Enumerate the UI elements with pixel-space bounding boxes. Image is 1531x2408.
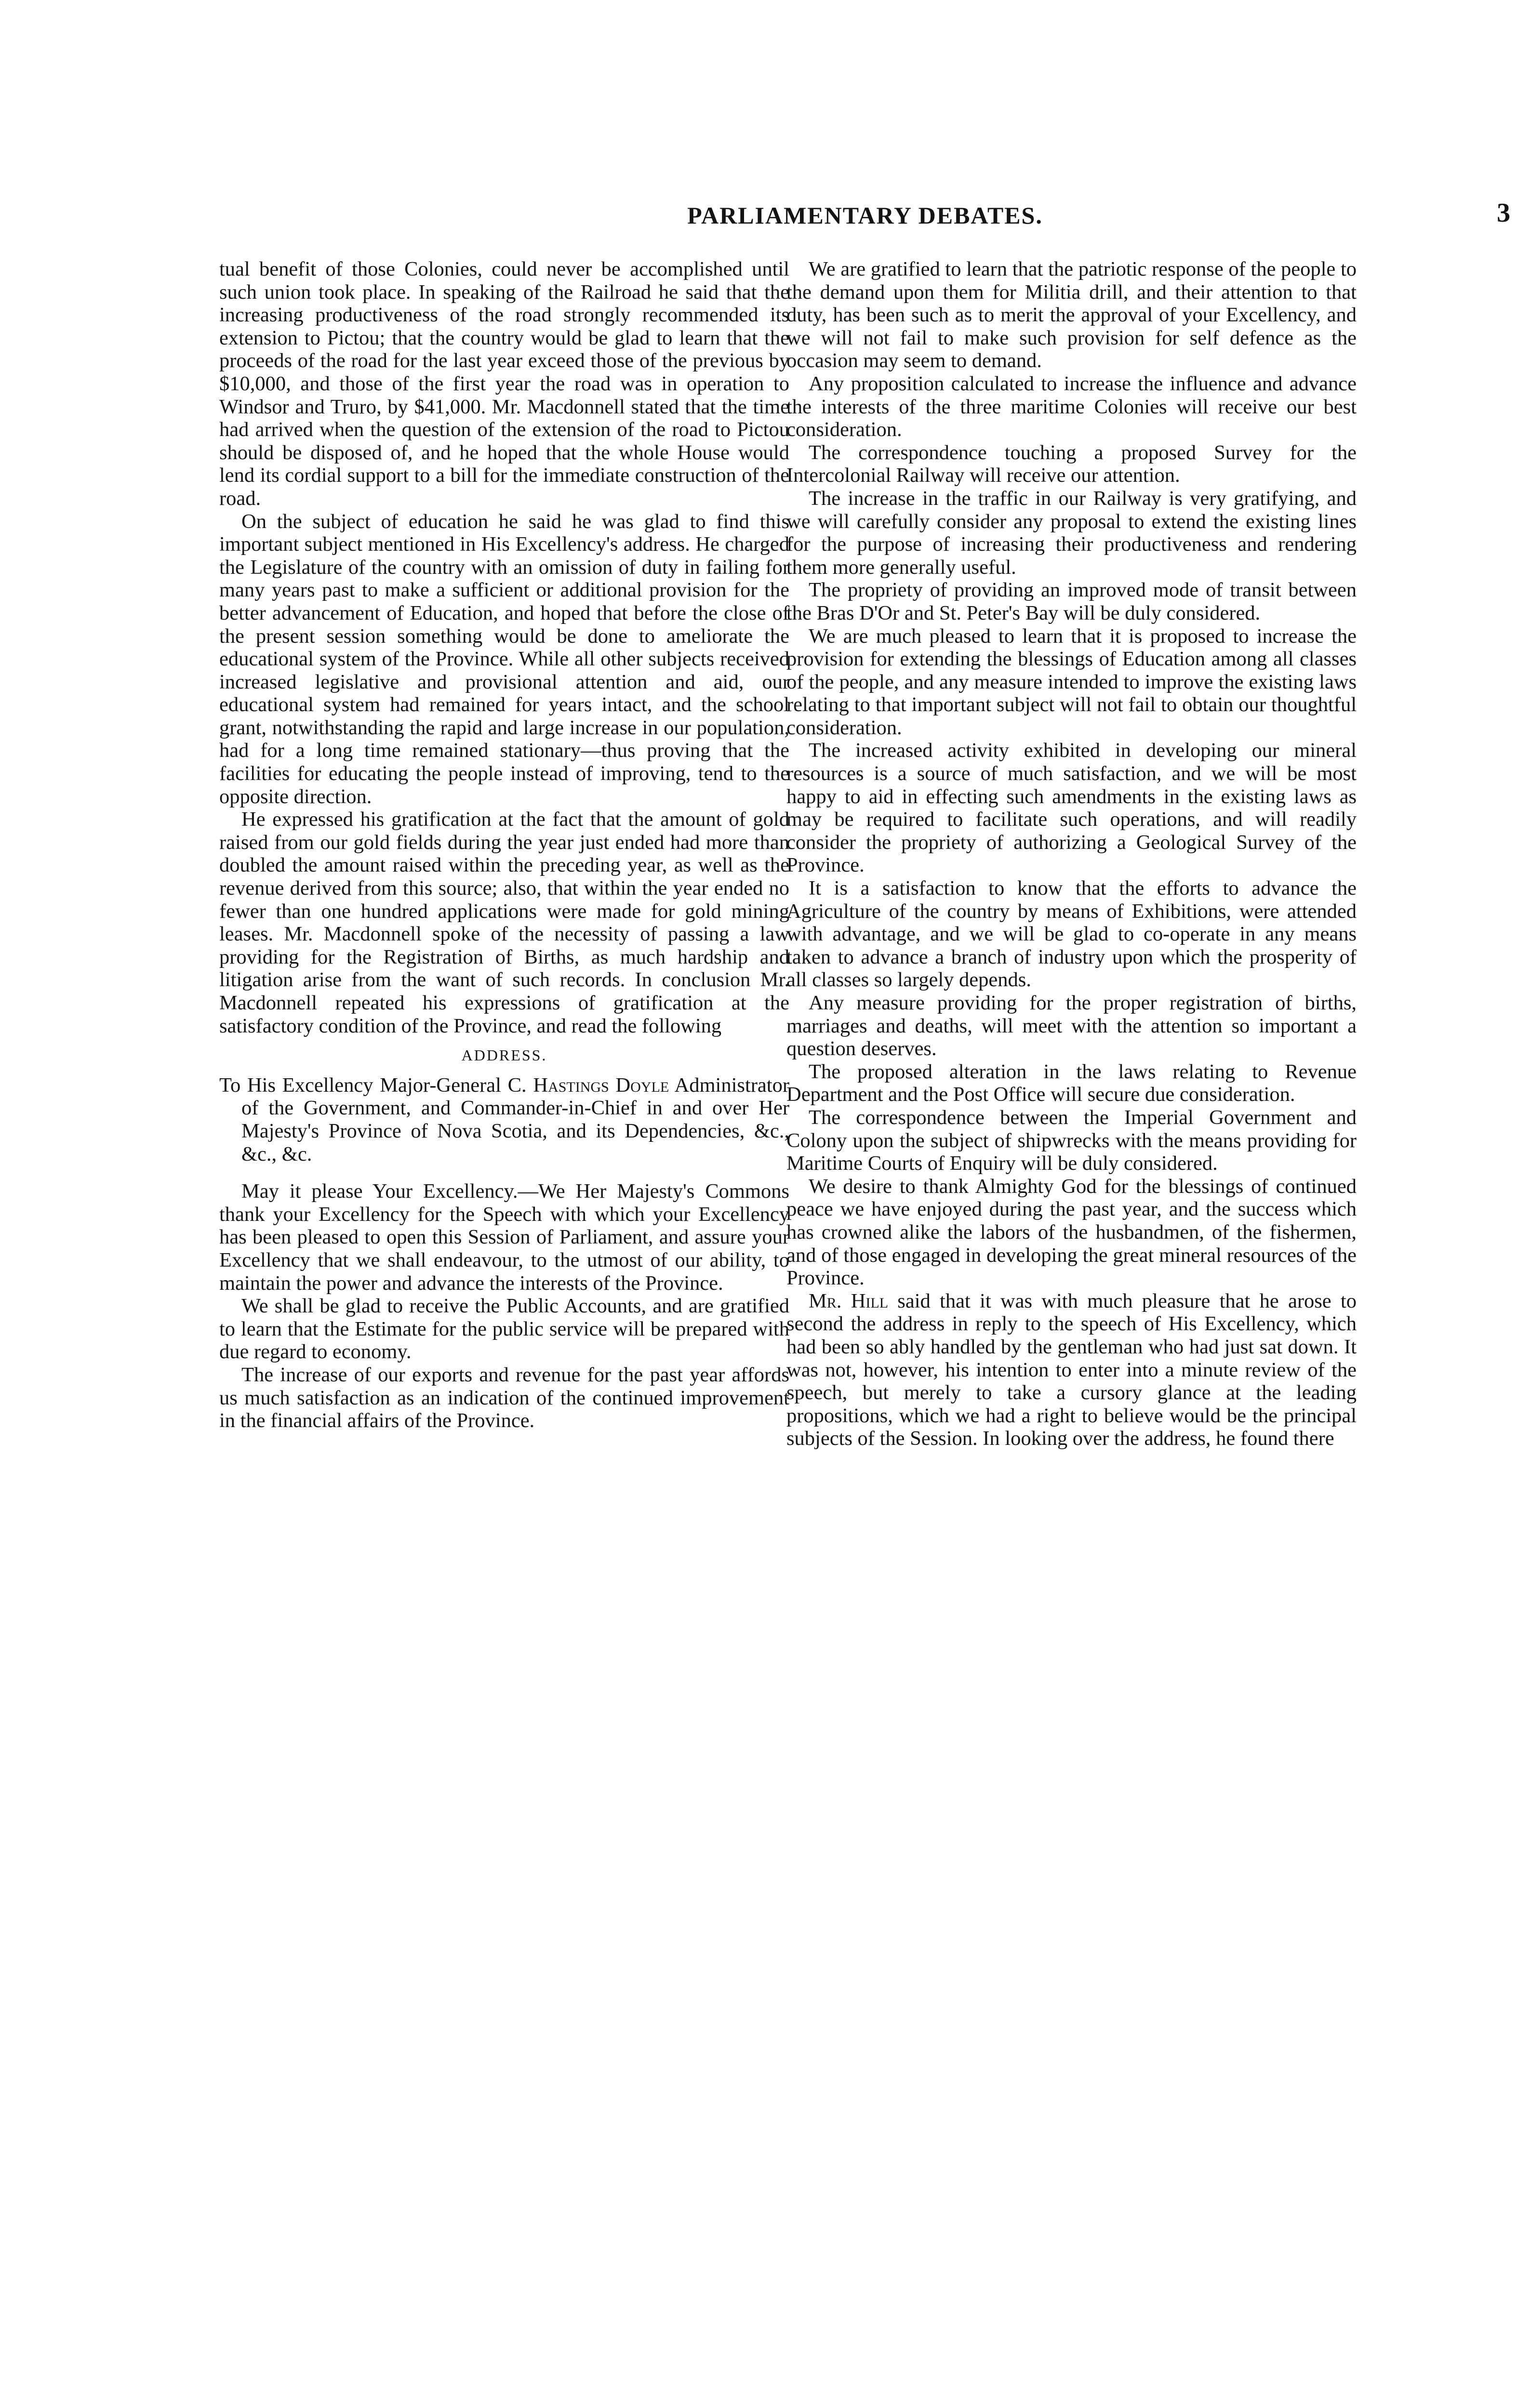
paragraph: The increased activity exhibited in developing our mineral resources is a source of much satisfaction, and we will be most happy to aid in effecting such amendments in the existing laws as may be required to facilitate such operations, and will readily consider the propriety of authorizing a Geological Survey of the Province. xyxy=(786,739,1357,877)
salutation-lead: To His Excellency Major-General C. xyxy=(219,1073,533,1097)
paragraph: The increase of our exports and revenue for the past year affords us much satisfaction as an indication of the continued improvement in the financial affairs of the Province. xyxy=(219,1363,789,1432)
right-column xyxy=(786,258,1357,1450)
speaker-name: Mr. Hill xyxy=(809,1289,889,1312)
salutation-name: Hastings Doyle xyxy=(533,1073,669,1097)
page-header xyxy=(212,198,1518,245)
speech-text: said that it was with much pleasure that he arose to second the address in reply to the speech of His Excellency, which had been so ably handled by the gentleman who had just sat down. It was not, however, his intention to enter into a minute review of the speech, but merely to take a cursory glance at the leading propositions, which we had a right to believe would be the principal subjects of the Session. In looking over the address, he found there xyxy=(786,1289,1357,1450)
paragraph: We shall be glad to receive the Public Accounts, and are gratified to learn that the Estimate for the public service will be prepared with due regard to economy. xyxy=(219,1295,789,1363)
left-column xyxy=(219,258,789,1432)
paragraph: On the subject of education he said he was glad to find this important subject mentioned in His Excellency's address. He charged the Legislature of the country with an omission of duty in failing for many years past to make a sufficient or additional provision for the better advancement of Education, and hoped that before the close of the present session something would be done to ameliorate the educational system of the Province. While all other subjects received increased legislative and provisional attention and aid, our educational system had remained for years intact, and the school grant, notwithstanding the rapid and large increase in our population, had for a long time remained stationary—thus proving that the facilities for educating the people instead of improving, tend to the opposite direction. xyxy=(219,510,789,808)
paragraph: The increase in the traffic in our Railway is very gratifying, and we will carefully consider any proposal to extend the existing lines for the purpose of increasing their productiveness and rendering them more generally useful. xyxy=(786,487,1357,579)
paragraph: May it please Your Excellency.—We Her Majesty's Commons thank your Excellency for the Speech with which your Excellency has been pleased to open this Session of Parliament, and assure your Excellency that we shall endeavour, to the utmost of our ability, to maintain the power and advance the interests of the Province. xyxy=(219,1180,789,1295)
address-heading: ADDRESS. xyxy=(461,1046,547,1064)
paragraph: The correspondence touching a proposed Survey for the Intercolonial Railway will receive our attention. xyxy=(786,441,1357,487)
running-title: PARLIAMENTARY DEBATES. xyxy=(687,202,1043,229)
salutation-rest: Administrator of the Government, and Commander-in-Chief in and over Her Majesty's Province of Nova Scotia, and its Dependencies, &c., &c., &c. xyxy=(241,1073,789,1165)
paragraph: We desire to thank Almighty God for the blessings of continued peace we have enjoyed during the past year, and the success which has crowned alike the labors of the husbandmen, of the fishermen, and of those engaged in developing the great mineral resources of the Province. xyxy=(786,1175,1357,1290)
paragraph: He expressed his gratification at the fact that the amount of gold raised from our gold fields during the year just ended had more than doubled the amount raised within the preceding year, as well as the revenue derived from this source; also, that within the year ended no fewer than one hundred applications were made for gold mining leases. Mr. Macdonnell spoke of the necessity of passing a law providing for the Registration of Births, as much hardship and litigation arise from the want of such records. In conclusion Mr. Macdonnell repeated his expressions of gratification at the satisfactory condition of the Province, and read the following xyxy=(219,808,789,1037)
speech-paragraph xyxy=(786,1290,1357,1450)
paragraph: The proposed alteration in the laws relating to Revenue Department and the Post Office will secure due consideration. xyxy=(786,1060,1357,1106)
paragraph: Any measure providing for the proper registration of births, marriages and deaths, will meet with the attention so important a question deserves. xyxy=(786,992,1357,1060)
paragraph: The correspondence between the Imperial Government and Colony upon the subject of shipwrecks with the means providing for Maritime Courts of Enquiry will be duly considered. xyxy=(786,1106,1357,1175)
paragraph: Any proposition calculated to increase the influence and advance the interests of the three maritime Colonies will receive our best consideration. xyxy=(786,372,1357,441)
paragraph: The propriety of providing an improved mode of transit between the Bras D'Or and St. Peter's Bay will be duly considered. xyxy=(786,579,1357,624)
paragraph: We are gratified to learn that the patriotic response of the people to the demand upon them for Militia drill, and their attention to that duty, has been such as to merit the approval of your Excellency, and we will not fail to make such provision for self defence as the occasion may seem to demand. xyxy=(786,258,1357,372)
paragraph: We are much pleased to learn that it is proposed to increase the provision for extending the blessings of Education among all classes of the people, and any measure intended to improve the existing laws relating to that important subject will not fail to obtain our thoughtful consideration. xyxy=(786,624,1357,739)
paragraph: tual benefit of those Colonies, could never be accomplished until such union took place. In speaking of the Railroad he said that the increasing productiveness of the road strongly recommended its extension to Pictou; that the country would be glad to learn that the proceeds of the road for the last year exceed those of the previous by $10,000, and those of the first year the road was in operation to Windsor and Truro, by $41,000. Mr. Macdonnell stated that the time had arrived when the question of the extension of the road to Pictou should be disposed of, and he hoped that the whole House would lend its cordial support to a bill for the immediate construction of the road. xyxy=(219,258,789,510)
address-salutation xyxy=(219,1074,789,1165)
page-number: 3 xyxy=(1497,198,1510,228)
paragraph: It is a satisfaction to know that the efforts to advance the Agriculture of the country by means of Exhibitions, were attended with advantage, and we will be glad to co-operate in any means taken to advance a branch of industry upon which the prosperity of all classes so largely depends. xyxy=(786,877,1357,992)
